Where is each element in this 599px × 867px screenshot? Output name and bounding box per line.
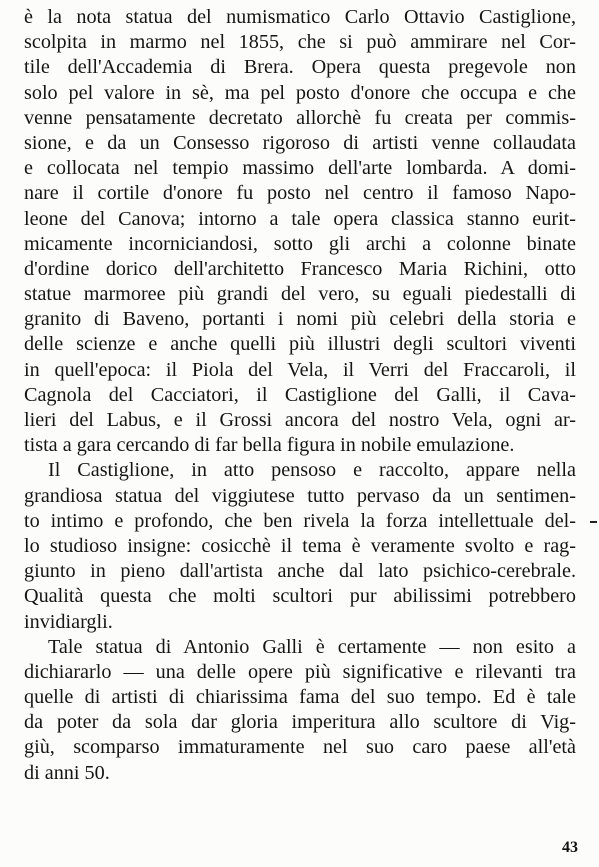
- text-line: Cagnola del Cacciatori, il Castiglione del Galli, il Cava-: [24, 383, 576, 406]
- text-line: solo pel valore in sè, ma pel posto d'onore che occupa e che: [24, 81, 576, 104]
- text-line: scolpita in marmo nel 1855, che si può ammirare nel Cor-: [24, 31, 576, 54]
- text-line: grandiosa statua del viggiutese tutto pervaso da un sentimen-: [24, 484, 576, 507]
- text-line: giunto in pieno dall'artista anche dal lato psichico-cerebrale.: [24, 560, 576, 583]
- text-line: e collocata nel tempio massimo dell'arte lombarda. A domi-: [24, 157, 576, 180]
- text-line: delle scienze e anche quelli più illustri degli scultori viventi: [24, 333, 576, 356]
- text-line: giù, scomparso immaturamente nel suo caro paese all'età: [24, 736, 576, 759]
- text-line: invidiargli.: [24, 610, 113, 633]
- paragraph-1: [24, 5, 576, 458]
- text-line: lo studioso insigne: cosicchè il tema è veramente svolto e rag-: [24, 534, 576, 557]
- text-line: to intimo e profondo, che ben rivela la forza intellettuale del-: [24, 509, 576, 532]
- paragraph-3: [24, 635, 576, 786]
- paragraph-2: [24, 458, 576, 634]
- text-line: granito di Baveno, portanti i nomi più celebri della storia e: [24, 308, 576, 331]
- text-line: tile dell'Accademia di Brera. Opera questa pregevole non: [24, 56, 576, 79]
- text-line: quelle di artisti di chiarissima fama del suo tempo. Ed è tale: [24, 686, 576, 709]
- text-line: micamente incorniciandosi, sotto gli archi a colonne binate: [24, 232, 576, 255]
- text-line: lieri del Labus, e il Grossi ancora del nostro Vela, ogni ar-: [24, 409, 576, 431]
- text-line: Qualità questa che molti scultori pur abilissimi potrebbero: [24, 585, 576, 608]
- margin-mark: [590, 521, 597, 523]
- text-line: leone del Canova; intorno a tale opera classica stanno eurit-: [24, 207, 576, 230]
- text-line: da poter da sola dar gloria imperitura allo scultore di Vig-: [24, 711, 576, 734]
- text-line: statue marmoree più grandi del vero, su eguali piedestalli di: [24, 283, 576, 306]
- text-line: dichiararlo — una delle opere più significative e rilevanti tra: [24, 660, 576, 683]
- text-line: Il Castiglione, in atto pensoso e raccolto, appare nella: [48, 459, 576, 482]
- text-line: in quell'epoca: il Piola del Vela, il Verri del Fraccaroli, il: [24, 358, 576, 381]
- text-line: di anni 50.: [24, 761, 110, 784]
- body-text: [24, 5, 576, 786]
- text-line: tista a gara cercando di far bella figura in nobile emulazione.: [24, 434, 515, 457]
- text-line: è la nota statua del numismatico Carlo Ottavio Castiglione,: [24, 6, 576, 28]
- page-number: 43: [562, 839, 578, 856]
- text-line: venne pensatamente decretato allorchè fu creata per commis-: [24, 106, 576, 129]
- text-line: Tale statua di Antonio Galli è certamente — non esito a: [48, 635, 576, 658]
- text-line: nare il cortile d'onore fu posto nel centro il famoso Napo-: [24, 182, 576, 205]
- text-line: sione, e da un Consesso rigoroso di artisti venne collaudata: [24, 131, 576, 154]
- text-line: d'ordine dorico dell'architetto Francesco Maria Richini, otto: [24, 257, 576, 280]
